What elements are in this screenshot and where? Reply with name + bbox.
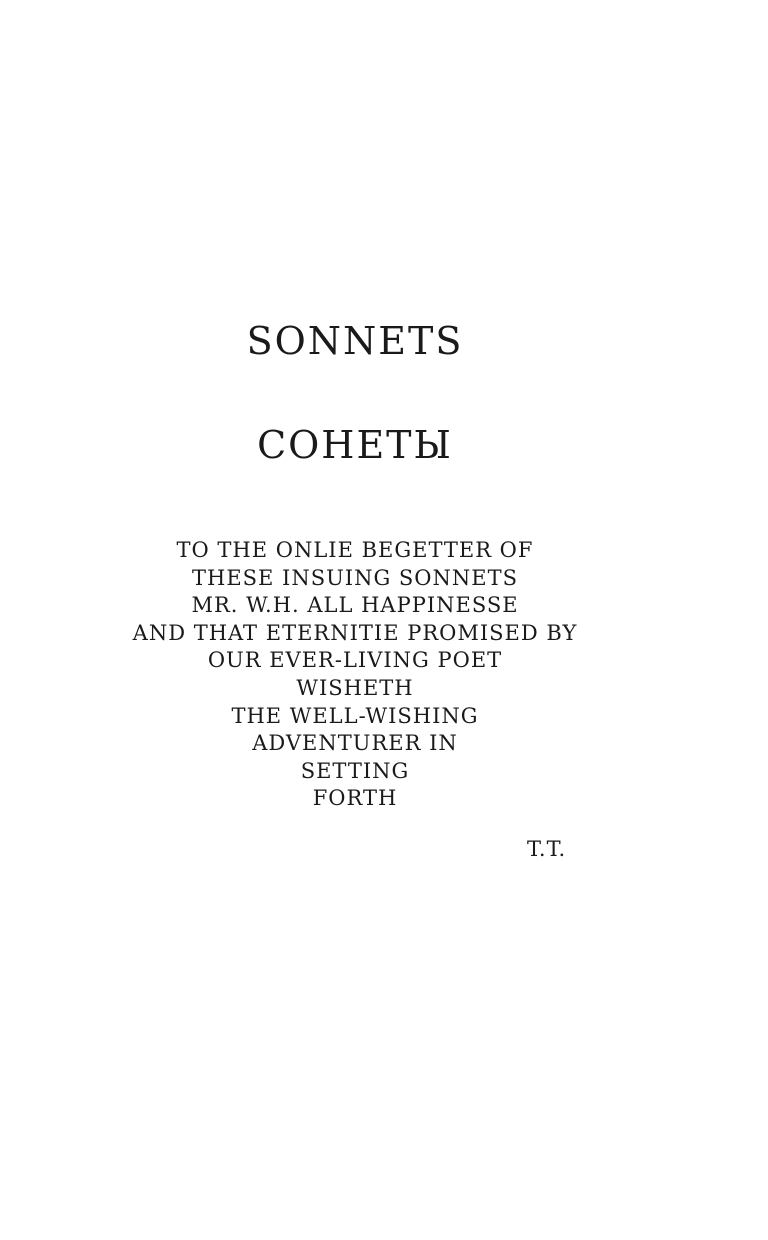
dedication-block (0, 537, 710, 813)
dedication-line: FORTH (312, 786, 398, 811)
dedication-line: THE WELL-WISHING (231, 703, 479, 728)
page-title-russian: СОНЕТЫ (257, 423, 453, 467)
dedication-line: WISHETH (296, 675, 414, 700)
dedication-line: OUR EVER-LIVING POET (207, 648, 503, 673)
dedication-line: MR. W.H. ALL HAPPINESSE (191, 593, 519, 618)
dedication-line: ADVENTURER IN (252, 731, 458, 756)
page-title-english: SONNETS (246, 319, 464, 363)
dedication-line: SETTING (300, 758, 410, 783)
dedication-line: THESE INSUING SONNETS (192, 565, 518, 590)
dedication-signature: T.T. (527, 837, 567, 861)
dedication-line: AND THAT ETERNITIE PROMISED BY (132, 620, 578, 645)
dedication-line: TO THE ONLIE BEGETTER OF (176, 538, 534, 562)
